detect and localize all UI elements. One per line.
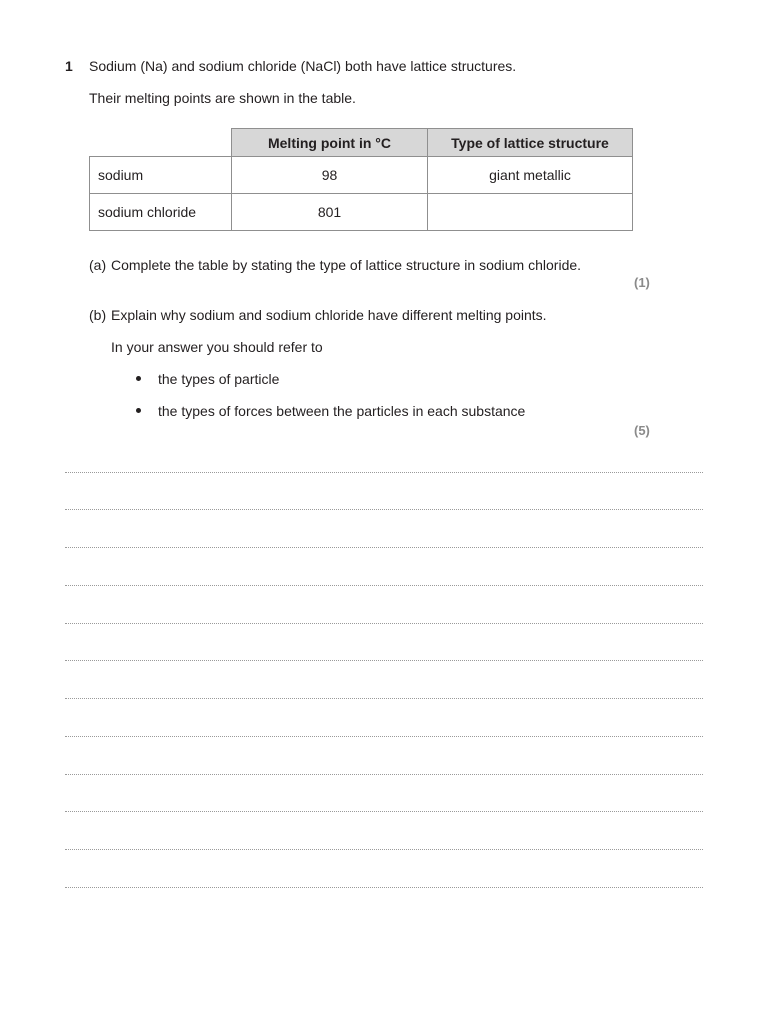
table-cell-substance: sodium chloride [90,194,232,231]
bullet-icon [136,408,141,413]
table-header-melting-point: Melting point in °C [232,129,428,157]
part-b-text: Explain why sodium and sodium chloride have different melting points. [111,307,547,323]
table-header-lattice-type: Type of lattice structure [428,129,633,157]
answer-line[interactable] [65,585,703,586]
table-cell-lattice-type: giant metallic [428,157,633,194]
answer-line[interactable] [65,887,703,888]
part-b-label: (b) [89,307,107,323]
table-cell-substance: sodium [90,157,232,194]
bullet-icon [136,376,141,381]
melting-point-table [89,128,633,231]
answer-line[interactable] [65,547,703,548]
part-b-marks: (5) [634,423,650,438]
table-cell-melting-point: 801 [232,194,428,231]
part-a-marks: (1) [634,275,650,290]
bullet-item: the types of forces between the particles in each substance [158,403,526,419]
answer-line[interactable] [65,623,703,624]
answer-line[interactable] [65,660,703,661]
table-header-blank [90,129,232,157]
part-a-text: Complete the table by stating the type of lattice structure in sodium chloride. [111,257,582,273]
table-row [90,194,633,231]
answer-line[interactable] [65,698,703,699]
answer-line[interactable] [65,849,703,850]
table-intro: Their melting points are shown in the table. [89,90,356,106]
part-a-label: (a) [89,257,107,273]
table-cell-lattice-type-answer[interactable] [428,194,633,231]
part-b-refer: In your answer you should refer to [111,339,323,355]
answer-line[interactable] [65,774,703,775]
question-intro: Sodium (Na) and sodium chloride (NaCl) both have lattice structures. [89,58,517,74]
question-number: 1 [65,58,73,74]
answer-line[interactable] [65,472,703,473]
answer-line[interactable] [65,736,703,737]
answer-line[interactable] [65,811,703,812]
table-header-row [90,129,633,157]
table-cell-melting-point: 98 [232,157,428,194]
answer-line[interactable] [65,509,703,510]
bullet-item: the types of particle [158,371,280,387]
table-row [90,157,633,194]
